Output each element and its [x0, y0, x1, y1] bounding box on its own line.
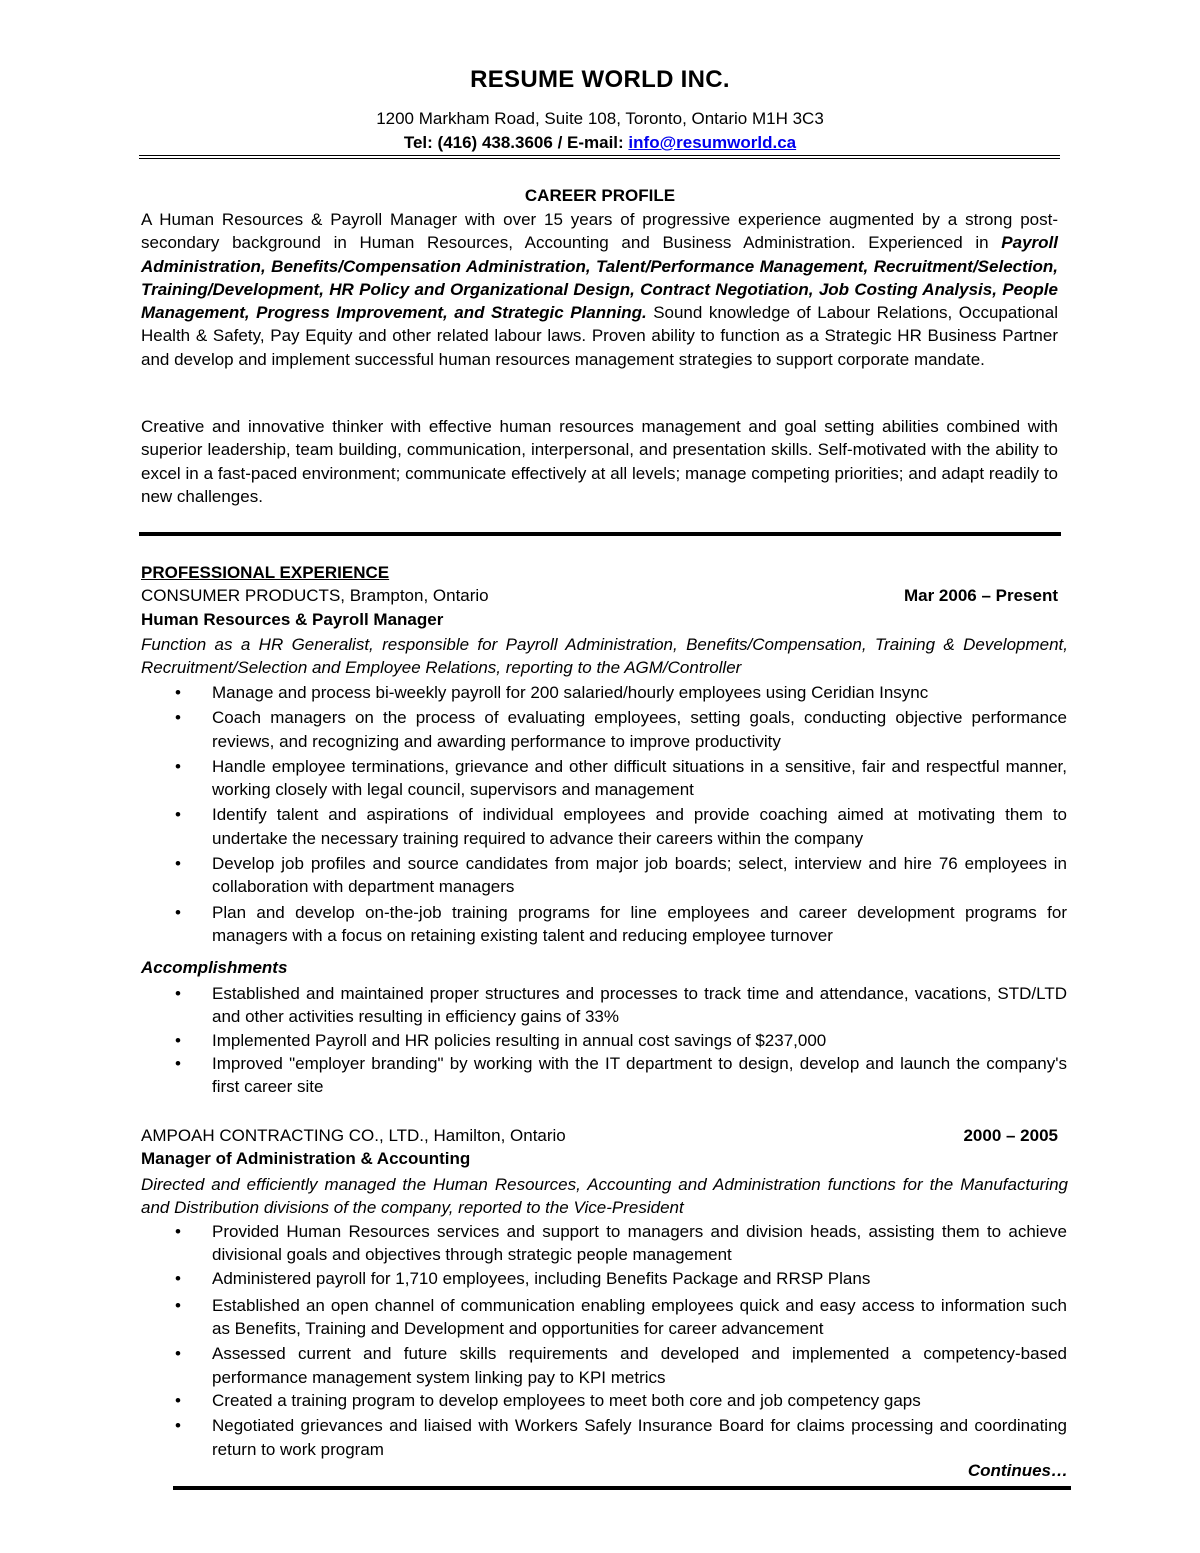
career-profile-paragraph-1 — [141, 208, 1058, 371]
duty-text: Created a training program to develop employees to meet both core and job competency gaps — [212, 1391, 921, 1411]
profile-text-a: A Human Resources & Payroll Manager with over 15 years of progressive experience augmented by a strong post-secondary background in Human Resources, Accounting and Business Administration. Experienced in — [141, 210, 1058, 253]
duty-text: Identify talent and aspirations of individual employees and provide coaching aimed at motivating them to undertake the necessary training required to advance their careers within the company — [212, 805, 1067, 848]
career-profile-paragraph-2: Creative and innovative thinker with effective human resources management and goal setting abilities combined with superior leadership, team building, communication, interpersonal, and presentation skills. Self-motivated with the ability to excel in a fast-paced environment; communicate effectively at all levels; manage competing priorities; and adapt readily to new challenges. — [141, 417, 1058, 506]
job1-header — [141, 586, 1058, 609]
job1-description: Function as a HR Generalist, responsible for Payroll Administration, Benefits/Compensation, Training & Development, Recruitment/Selection and Employee Relations, reporting to the AGM/Controller — [141, 635, 1068, 678]
list-item — [175, 1294, 1067, 1341]
bullet-icon: • — [175, 1344, 181, 1364]
bullet-icon: • — [175, 683, 181, 702]
job1-role: Human Resources & Payroll Manager — [141, 610, 444, 629]
job1-location: , Brampton, Ontario — [340, 586, 489, 605]
bullet-icon: • — [175, 1222, 181, 1241]
profile-text-c: Sound knowledge of Labour Relations, Occupational Health & Safety, Pay Equity and other related labour laws. Proven ability to function as a Strategic HR Business Partner and develop and implement successful human resources management strategies to support corporate mandate. — [141, 303, 1058, 369]
job2-dates: 2000 – 2005 — [963, 1126, 1058, 1145]
accomplishment-text: Improved "employer branding" by working with the IT department to design, develop and launch the company's first career site — [212, 1053, 1067, 1097]
list-item — [175, 755, 1067, 802]
job2-location: , Hamilton, Ontario — [424, 1126, 566, 1145]
job1-duties — [175, 681, 1067, 947]
duty-text: Handle employee terminations, grievance and other difficult situations in a sensitive, fair and respectful manner, working closely with legal council, supervisors and management — [212, 756, 1067, 800]
list-item — [175, 681, 1067, 704]
list-item — [175, 852, 1067, 899]
company-name: RESUME WORLD INC. — [470, 66, 730, 93]
accomplishments-heading: Accomplishments — [141, 958, 288, 977]
section-divider — [139, 532, 1061, 536]
bullet-icon: • — [175, 1268, 181, 1288]
list-item — [175, 1342, 1067, 1389]
accomplishment-text: Established and maintained proper structures and processes to track time and attendance, vacations, STD/LTD and other activities resulting in efficiency gains of 33% — [212, 984, 1067, 1027]
duty-text: Negotiated grievances and liaised with Workers Safely Insurance Board for claims processing and coordinating return to work program — [212, 1416, 1067, 1459]
company-contact — [0, 133, 1200, 153]
duty-text: Administered payroll for 1,710 employees, including Benefits Package and RRSP Plans — [212, 1268, 871, 1288]
profile-text-skills: Payroll Administration, Benefits/Compensation Administration, Talent/Performance Management, Recruitment/Selection, Training/Development, HR Policy and Organizational Design, Contract Negotiation, Job Costing Analysis, People Management, Progress Improvement, and Strategic Planning. — [141, 233, 1058, 323]
experience-heading: PROFESSIONAL EXPERIENCE — [141, 563, 390, 582]
job2-role: Manager of Administration & Accounting — [141, 1149, 471, 1168]
accomplishment-text: Implemented Payroll and HR policies resulting in annual cost savings of $237,000 — [212, 1030, 827, 1050]
duty-text: Manage and process bi-weekly payroll for 200 salaried/hourly employees using Ceridian Insync — [212, 683, 929, 702]
list-item — [175, 982, 1067, 1029]
list-item — [175, 1389, 1067, 1412]
bullet-icon: • — [175, 1416, 181, 1436]
duty-text: Assessed current and future skills requirements and developed and implemented a competency-based performance management system linking pay to KPI metrics — [212, 1344, 1067, 1387]
duty-text: Established an open channel of communication enabling employees quick and easy access to information such as Benefits, Training and Development and opportunities for career advancement — [212, 1295, 1067, 1339]
list-item — [175, 1267, 1067, 1290]
job2-header — [141, 1126, 1058, 1149]
list-item — [175, 803, 1067, 850]
job2-duties — [175, 1220, 1067, 1461]
list-item — [175, 1414, 1067, 1461]
job2-company: AMPOAH CONTRACTING CO., LTD. — [141, 1126, 425, 1145]
list-item — [175, 901, 1067, 948]
bullet-icon: • — [175, 1030, 181, 1050]
job1-dates: Mar 2006 – Present — [903, 586, 1058, 605]
job2-description: Directed and efficiently managed the Human Resources, Accounting and Administration functions for the Manufacturing and Distribution divisions of the company, reported to the Vice-President — [141, 1175, 1068, 1218]
footer-divider — [173, 1486, 1071, 1490]
duty-text: Plan and develop on-the-job training programs for line employees and career development programs for managers with a focus on retaining existing talent and reducing employee turnover — [212, 902, 1067, 945]
job1-accomplishments — [175, 982, 1067, 1098]
bullet-icon: • — [175, 805, 181, 825]
list-item — [175, 706, 1067, 753]
career-profile-heading: CAREER PROFILE — [524, 186, 676, 205]
company-address: 1200 Markham Road, Suite 108, Toronto, Ontario M1H 3C3 — [376, 109, 824, 128]
list-item — [175, 1052, 1067, 1099]
phone-label: Tel: (416) 438.3606 / E-mail: — [403, 133, 629, 152]
bullet-icon: • — [175, 708, 181, 728]
bullet-icon: • — [175, 854, 181, 874]
header-divider — [139, 155, 1060, 159]
continues-note: Continues… — [967, 1461, 1068, 1480]
bullet-icon: • — [175, 756, 181, 776]
duty-text: Develop job profiles and source candidates from major job boards; select, interview and hire 76 employees in collaboration with department managers — [212, 854, 1067, 897]
bullet-icon: • — [175, 1053, 181, 1073]
bullet-icon: • — [175, 902, 181, 922]
bullet-icon: • — [175, 1391, 181, 1411]
job1-company: CONSUMER PRODUCTS — [141, 586, 341, 605]
list-item — [175, 1220, 1067, 1267]
bullet-icon: • — [175, 1295, 181, 1315]
duty-text: Provided Human Resources services and support to managers and division heads, assisting them to achieve divisional goals and objectives through strategic people management — [212, 1222, 1067, 1265]
list-item — [175, 1029, 1067, 1052]
duty-text: Coach managers on the process of evaluating employees, setting goals, conducting objective performance reviews, and recognizing and awarding performance to improve productivity — [212, 708, 1067, 751]
email-link[interactable]: info@resumworld.ca — [628, 133, 797, 152]
bullet-icon: • — [175, 984, 181, 1003]
